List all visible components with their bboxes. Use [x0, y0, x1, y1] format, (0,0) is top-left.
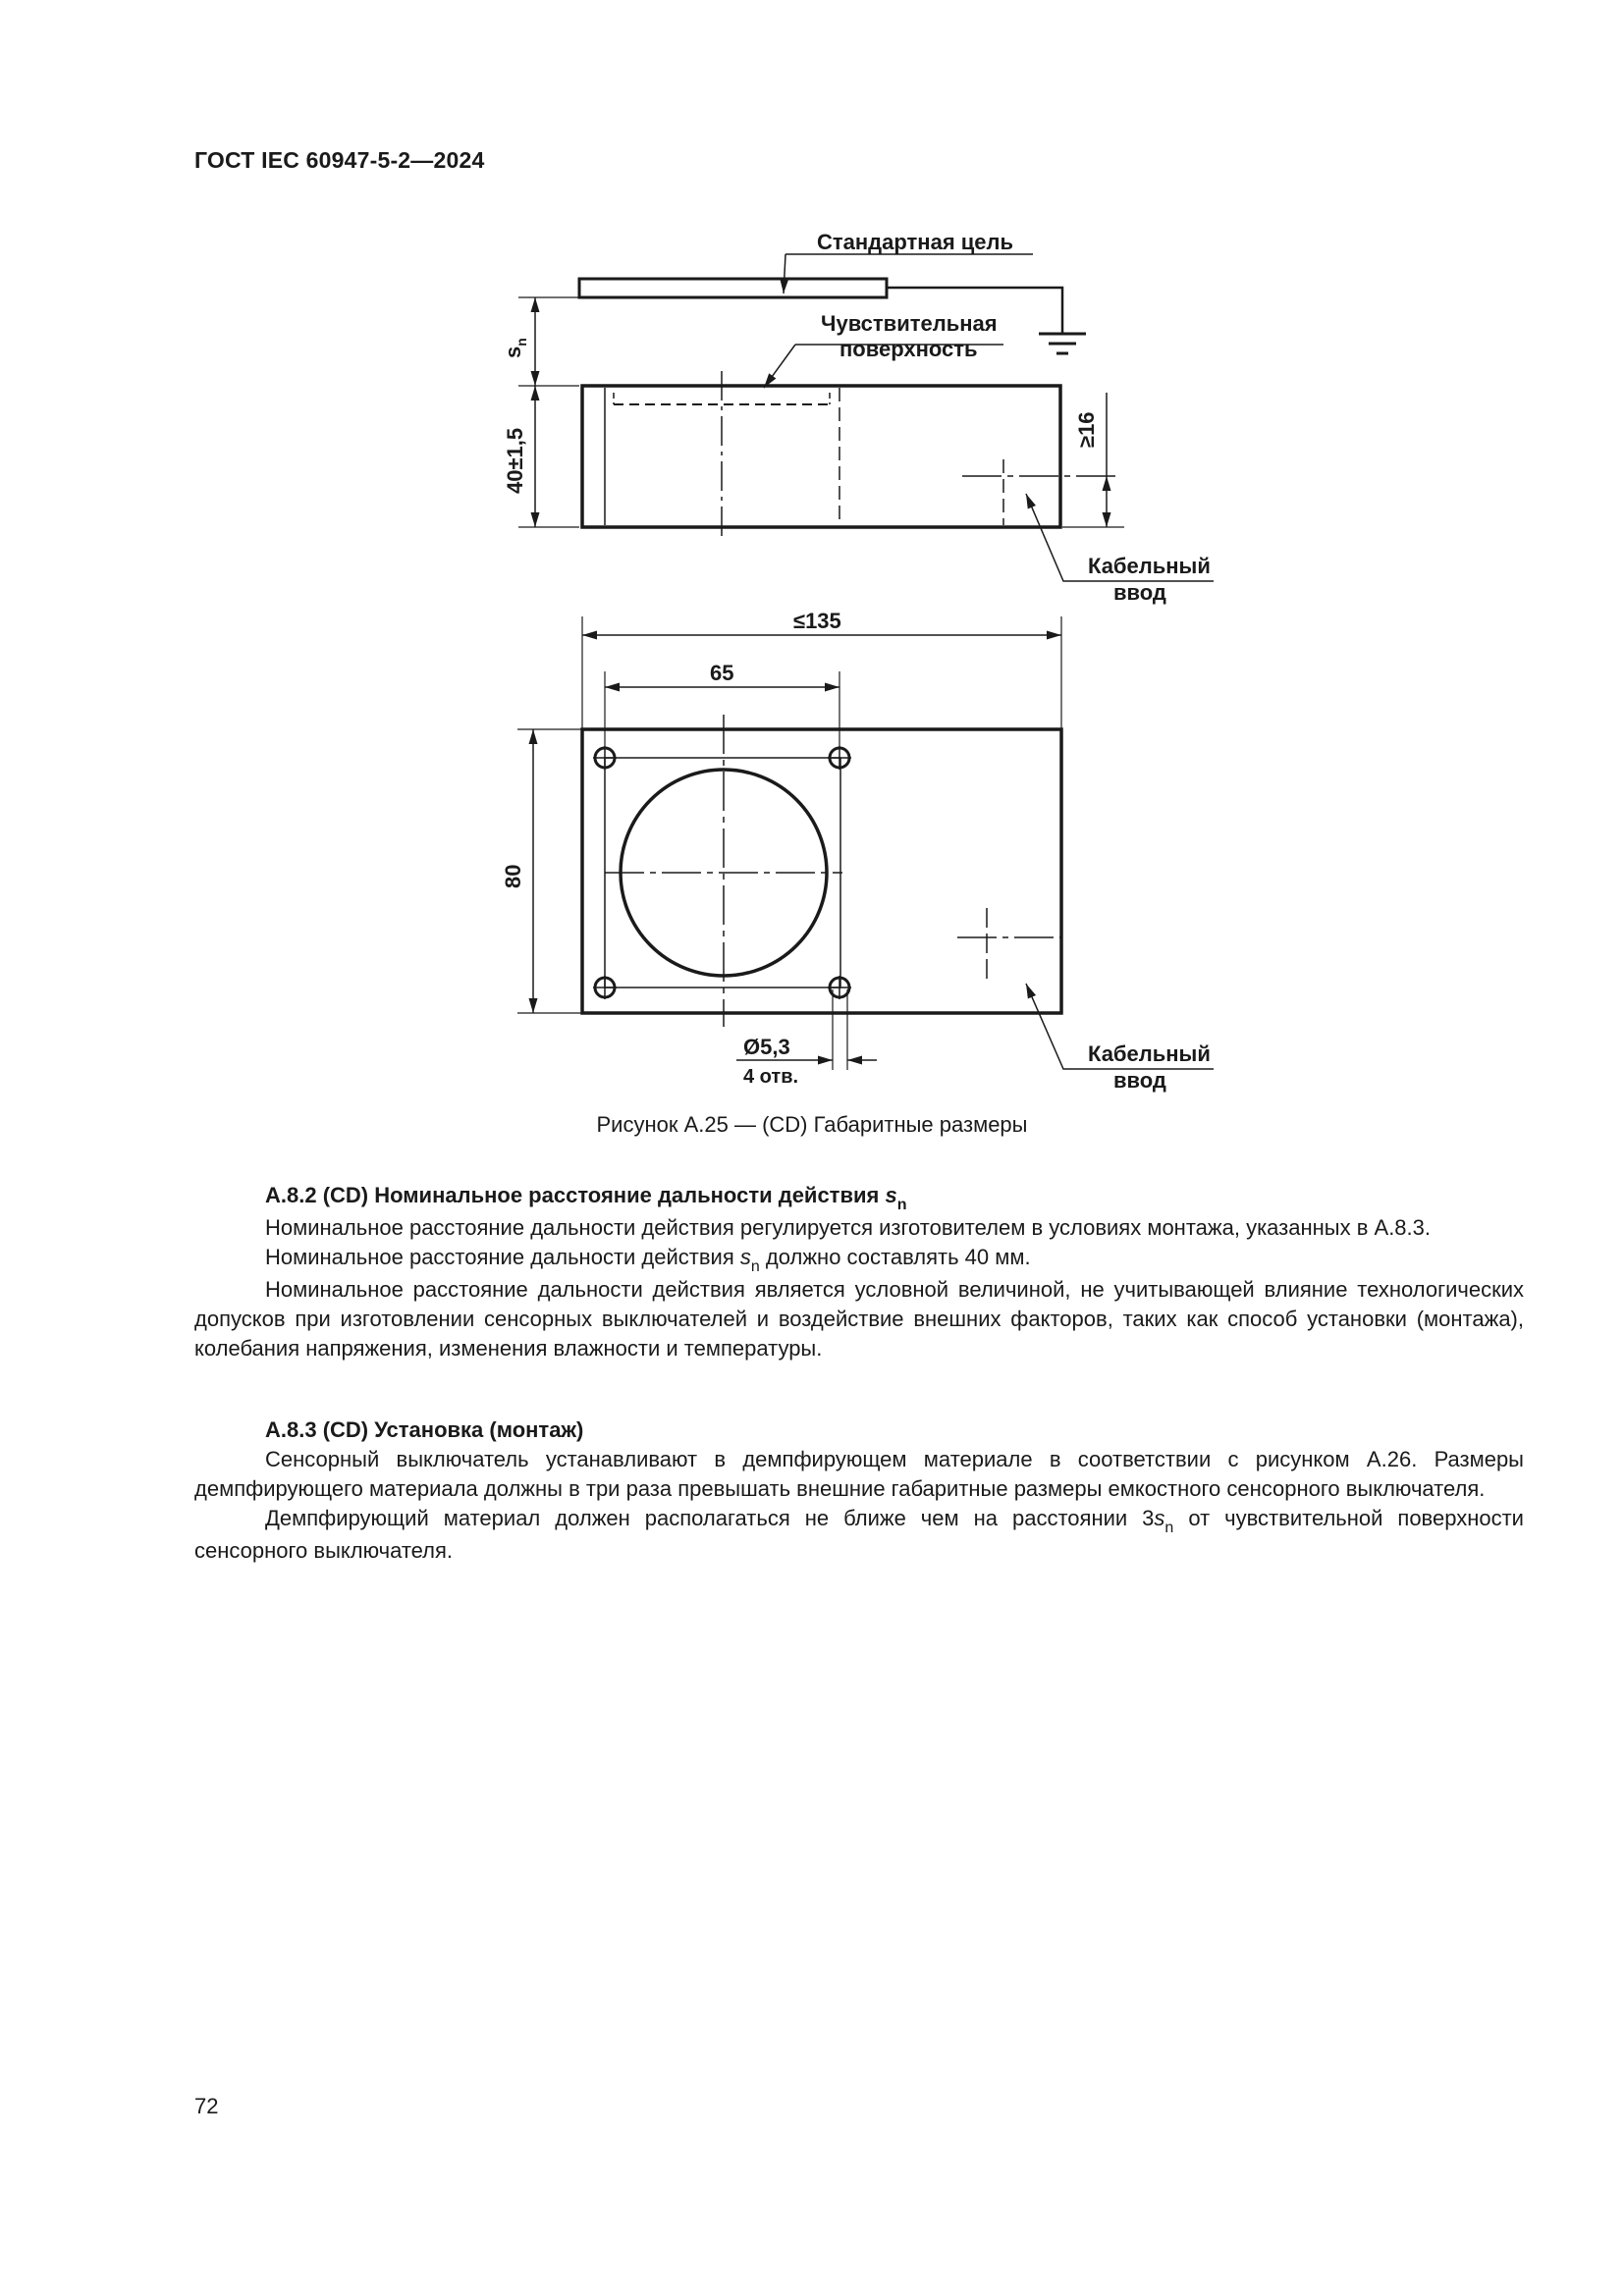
dim-depth: 80 — [501, 864, 525, 888]
section-a82-p1: Номинальное расстояние дальности действия регулируется изготовителем в условиях монтажа, указанных в А.8.3. — [265, 1215, 1432, 1240]
section-a82-p2: Номинальное расстояние дальности действия $s_n$ должно составлять 40 мм. — [265, 1245, 1031, 1275]
label-sensitive-surface-1: Чувствительная — [821, 311, 998, 336]
dim-height: 40±1,5 — [503, 427, 527, 494]
top-view — [517, 616, 1214, 1070]
dim-sn: $s_n$ — [501, 338, 529, 358]
dim-hole-count: 4 отв. — [743, 1066, 799, 1088]
section-a83-heading: А.8.3 (CD) Установка (монтаж) — [265, 1417, 584, 1442]
section-a83-p1: Сенсорный выключатель устанавливают в демпфирующем материале в соответствии с рисунком А.26. Размеры демпфирующего материала должны в три раза превышать внешние габаритные размеры емкостного сенсорного выключателя. — [194, 1447, 1524, 1501]
label-cable-entry-bottom-2: ввод — [1113, 1068, 1166, 1093]
label-sensitive-surface-2: поверхность — [839, 337, 978, 361]
dim-hole-dia: Ø5,3 — [743, 1035, 790, 1059]
section-a83-p2: Демпфирующий материал должен располагаться не ближе чем на расстоянии $3s_n$ от чувствительной поверхности сенсорного выключателя. — [194, 1506, 1524, 1563]
label-cable-entry-bottom-1: Кабельный — [1088, 1041, 1211, 1066]
dimension-drawing — [0, 0, 1624, 1139]
sensor-body-top — [582, 729, 1061, 1013]
side-view — [518, 254, 1214, 581]
standard-target-plate — [579, 279, 887, 297]
section-a82 — [194, 1181, 1524, 1363]
section-a83 — [194, 1415, 1524, 1566]
dim-min16: ≥16 — [1074, 411, 1099, 448]
label-cable-entry-top-2: ввод — [1113, 580, 1166, 605]
figure-caption: Рисунок А.25 — (CD) Габаритные размеры — [596, 1112, 1028, 1137]
label-standard-target: Стандартная цель — [817, 230, 1014, 254]
sensor-body-side — [582, 386, 1060, 527]
dim-width: ≤135 — [793, 609, 841, 633]
dim-holes: 65 — [710, 661, 734, 685]
section-a82-p3: Номинальное расстояние дальности действия является условной величиной, не учитывающей влияние технологических допусков при изготовлении сенсорных выключателей и воздействие внешних факторов, таких как способ установки (монтажа), колебания напряжения, изменения влажности и температуры. — [194, 1277, 1524, 1361]
label-cable-entry-top-1: Кабельный — [1088, 554, 1211, 578]
page-number: 72 — [194, 2094, 219, 2118]
document-header: ГОСТ IEC 60947-5-2—2024 — [194, 147, 485, 173]
section-a82-heading: А.8.2 (CD) Номинальное расстояние дальности действия $s_n$ — [265, 1183, 907, 1213]
